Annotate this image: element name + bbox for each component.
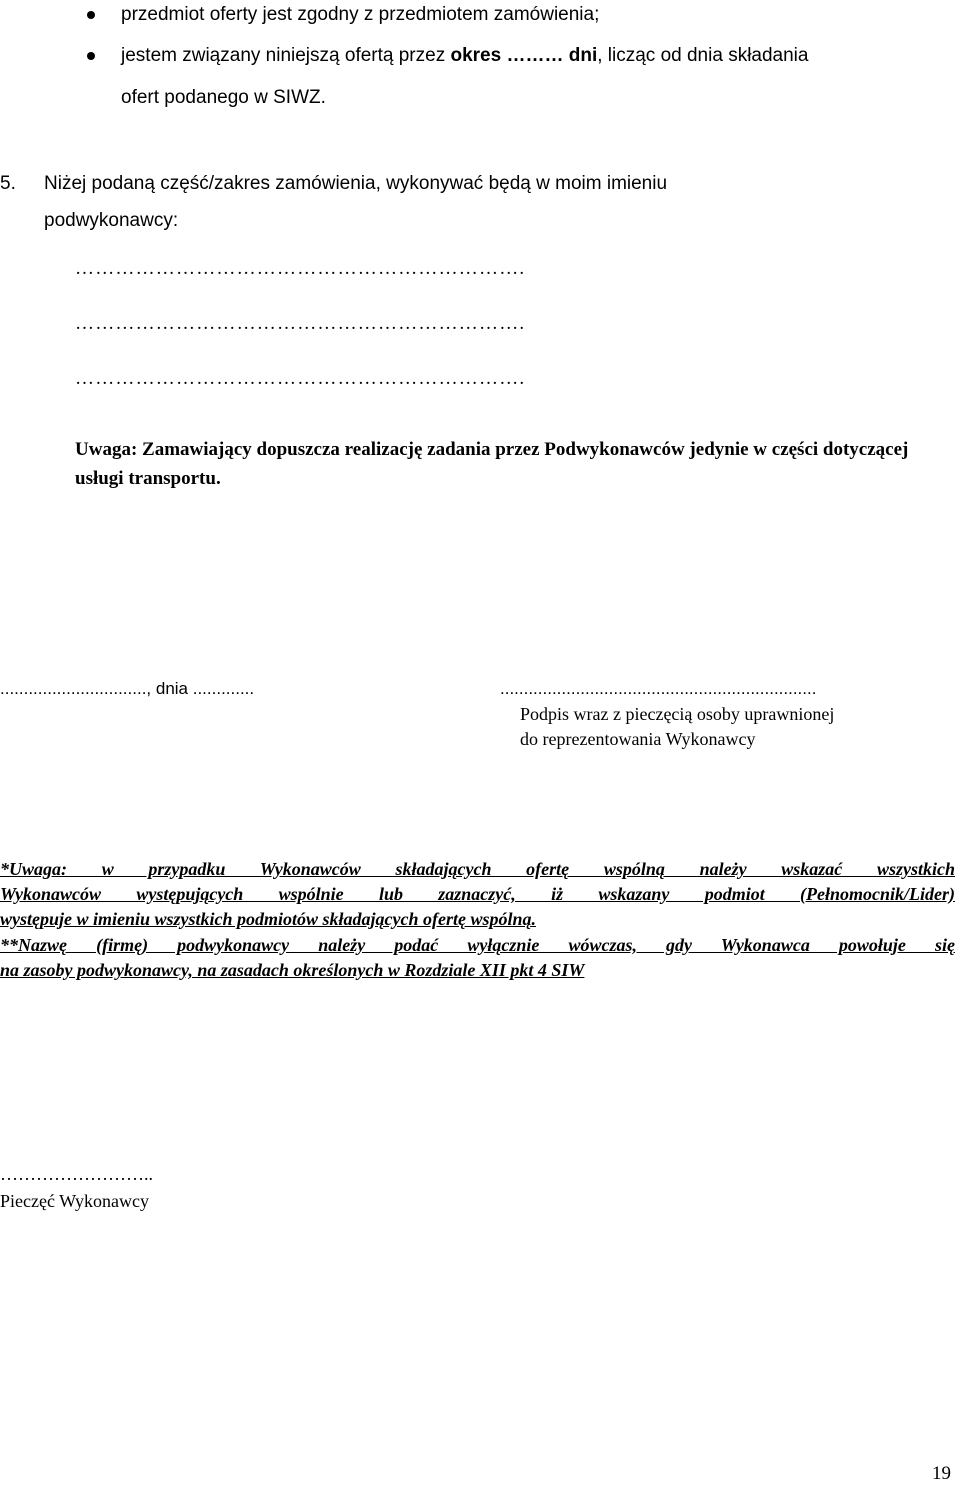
bullet-1-text-plain: przedmiot oferty jest zgodny z przedmiotem zamówienia; (121, 4, 600, 25)
section-5-number: 5. (0, 173, 16, 194)
bullet-2-text-mid: , licząc od dnia składania (597, 45, 809, 66)
bullet-2-text (121, 45, 808, 67)
bullet-2-continuation: ofert podanego w SIWZ. (121, 87, 326, 108)
bullet-2-dot (87, 52, 95, 60)
transport-note: Uwaga: Zamawiający dopuszcza realizację zadania przez Podwykonawców jedynie w części dotyczącej usługi transportu. (75, 439, 909, 489)
section-5-heading-line1: Niżej podaną część/zakres zamówienia, wykonywać będą w moim imieniu (44, 173, 668, 194)
subcontractor-line-2: …………………………………………………………. (75, 313, 526, 334)
footnote-1-line2: Wykonawców występujących wspólnie lub zaznaczyć, iż wskazany podmiot (Pełnomocnik/Lider) (0, 884, 955, 904)
page-number: 19 (932, 1463, 951, 1484)
footnote-2-line2: na zasoby podwykonawcy, na zasadach określonych w Rozdziale XII pkt 4 SIW (0, 960, 585, 980)
signature-caption-line2: do reprezentowania Wykonawcy (520, 729, 756, 749)
stamp-dots: …………………….. (0, 1164, 153, 1184)
subcontractor-line-1: …………………………………………………………. (75, 258, 526, 279)
bullet-1-text (121, 4, 599, 26)
bullet-1-dot (87, 11, 95, 19)
footnote-1-line1: *Uwaga: w przypadku Wykonawców składających ofertę wspólną należy wskazać wszystkich (0, 859, 955, 879)
footnote-1-line3: występuje w imieniu wszystkich podmiotów składających ofertę wspólną. (0, 909, 537, 929)
bullet-2-text-bold: okres ……… dni (450, 45, 598, 66)
footnote-2-line1: **Nazwę (firmę) podwykonawcy należy podać wyłącznie wówczas, gdy Wykonawca powołuje się (0, 935, 955, 955)
place-date-line: ..............................., dnia ............. (0, 679, 255, 698)
bullet-2-text-pre: jestem związany niniejszą ofertą przez (121, 45, 451, 66)
section-5-heading-line2: podwykonawcy: (44, 210, 179, 231)
stamp-label: Pieczęć Wykonawcy (0, 1191, 150, 1211)
subcontractor-line-3: …………………………………………………………. (75, 368, 526, 389)
signature-dots: ................................................................... (500, 679, 817, 698)
signature-caption-line1: Podpis wraz z pieczęcią osoby uprawnionej (520, 704, 835, 724)
